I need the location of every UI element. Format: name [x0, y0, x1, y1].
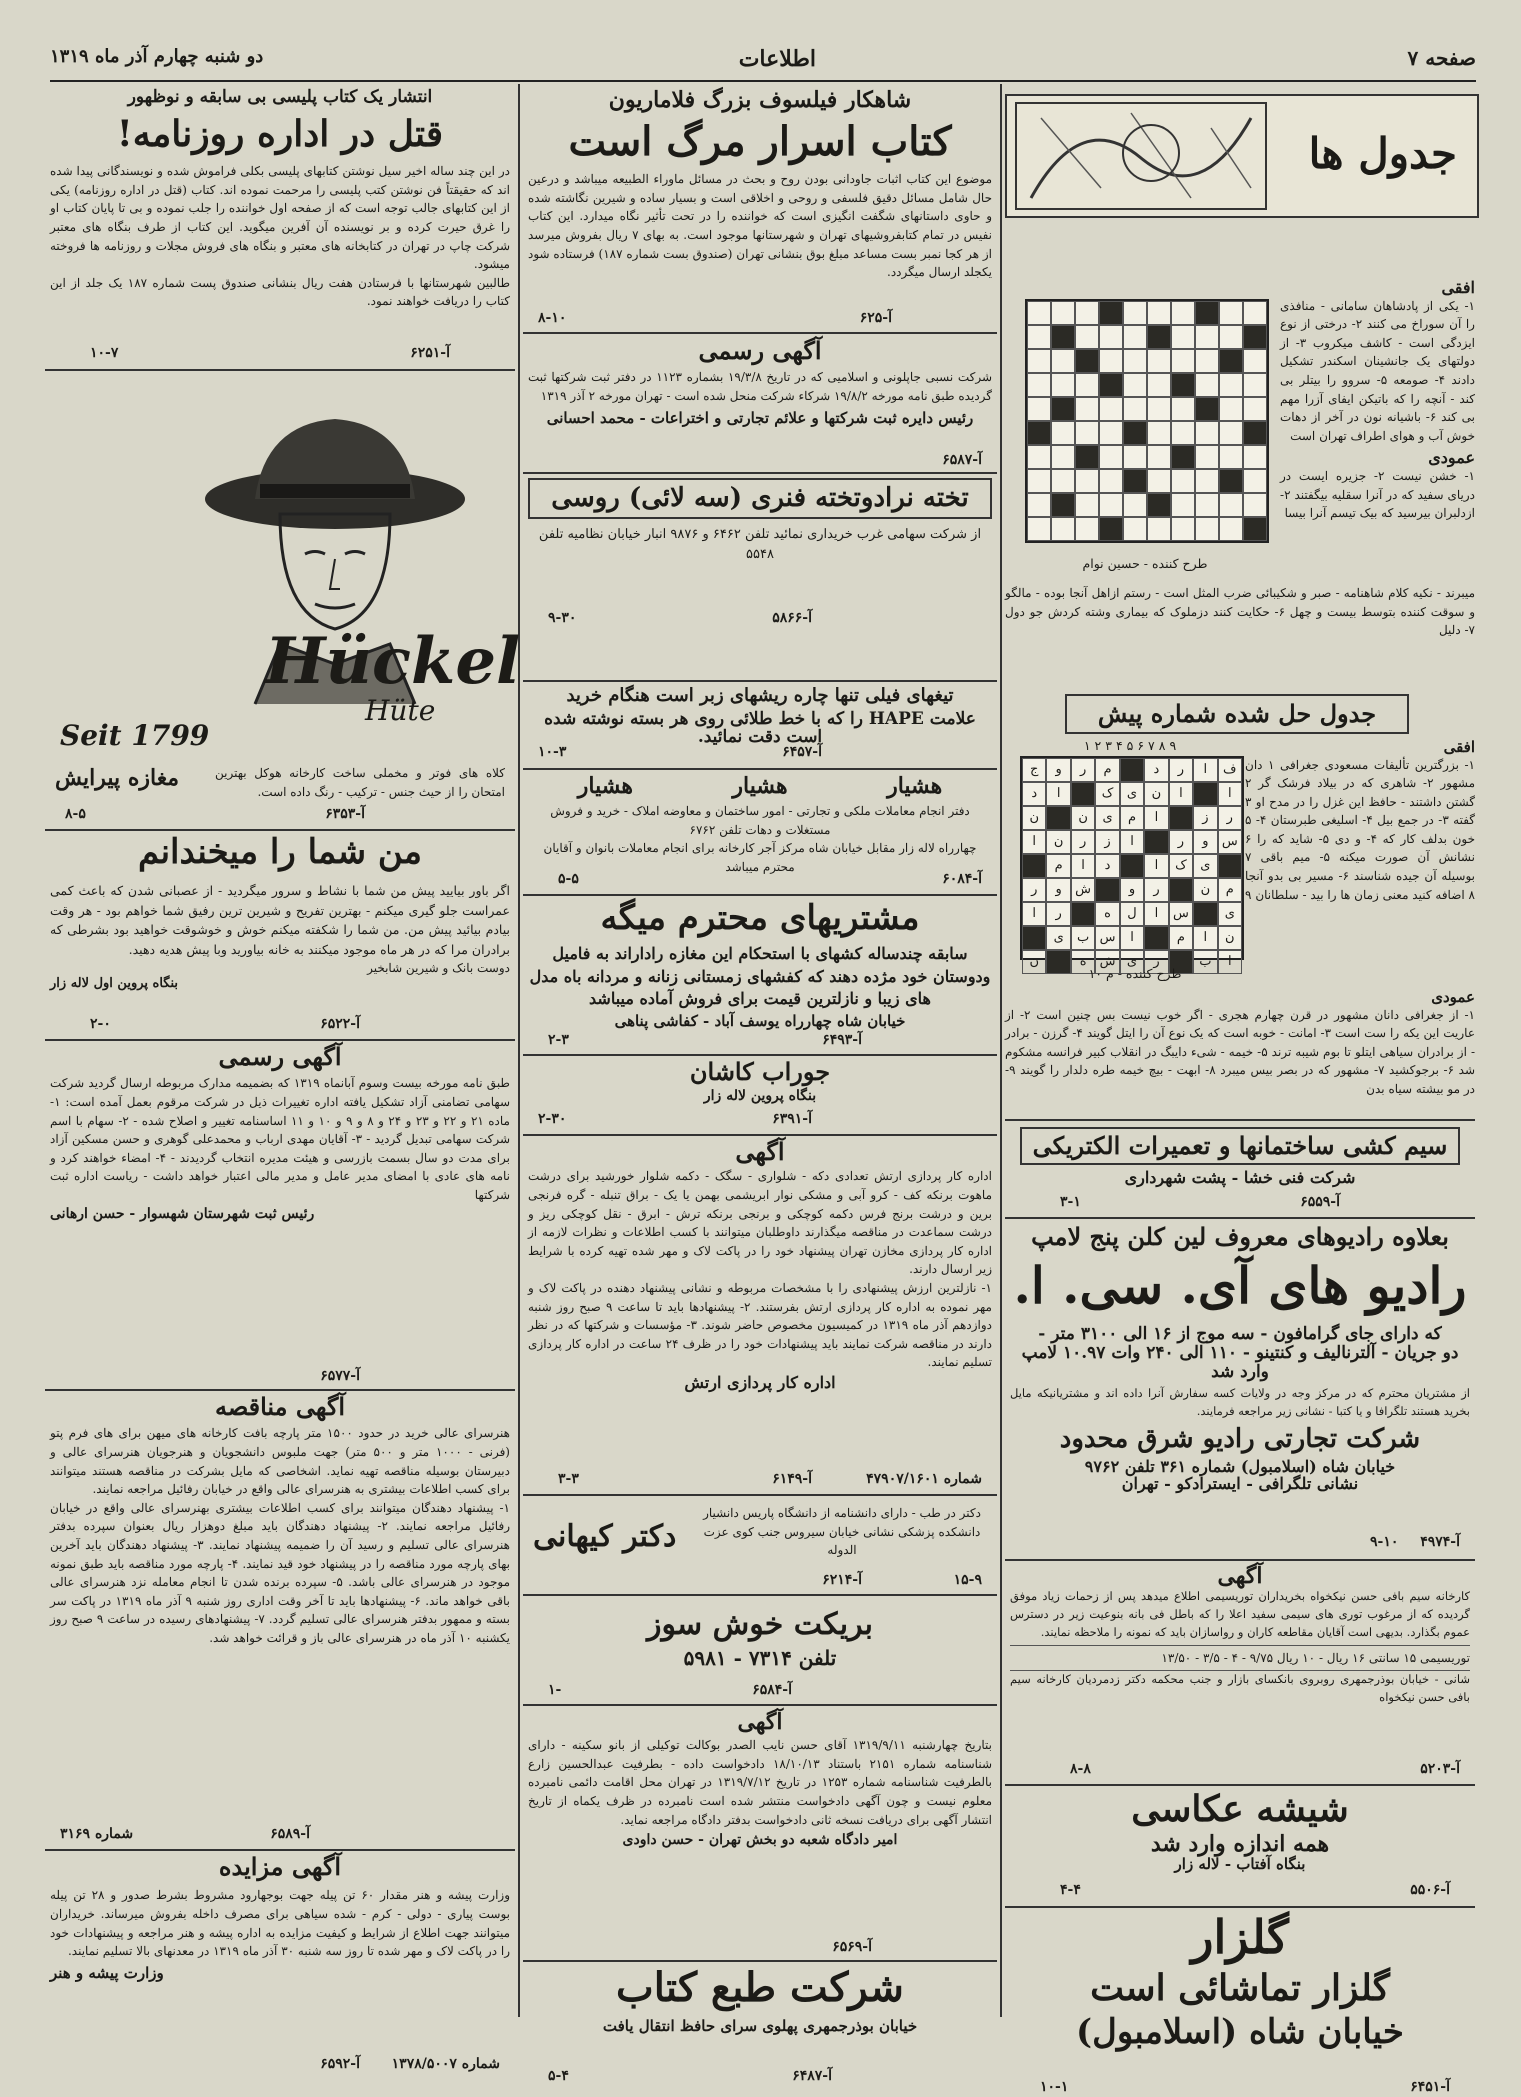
radio-note: از مشتریان محترم که در مرکز وجه در ولایات کسه سفارش آنرا داده اند و مشتریانیکه مایل بخرید هستند تلگرافا و یا کتبا - نشانی زیر مراجعه فرمایند. — [1010, 1386, 1470, 1419]
across-label: افقی — [1441, 278, 1475, 297]
hat-brand: Hückel — [265, 624, 521, 699]
radio-spec1: که دارای جای گرامافون - سه موج از ۱۶ الی ۳۱۰۰ متر - — [1038, 1324, 1442, 1345]
divider — [1005, 1906, 1475, 1908]
novel-text: در این چند ساله اخیر سیل نوشتن کتابهای پلیسی بکلی فراموش شده و نویسندگانی پیدا شده اند که حقیقتاً فن نوشتن کتب پلیسی را مرحمت نموده اند. کتاب (قتل در اداره روزنامه) یکی از این کتابهای جالب توجه است که از صفحه اول خواننده را جلب نموده و بی تا پایان کتاب او را غرق حیرت کرده و بر نویسنده آن آفرین میگوید. این کتاب از طرف بنگاه های معتبر شرکت چاپ در تهران در کتابخانه های معتبر و بنگاه های فروش مجلات و روزنامه ها فروخته میشود. — [50, 164, 510, 272]
tender-ref: آ-۶۵۸۹ — [270, 1826, 310, 1842]
razor-code: ۱۰-۳ — [538, 744, 567, 760]
army-text: اداره کار پردازی ارتش تعدادی دکه - شلواری - سگک - دکمه شلوار خورشید برای درشت ماهوت برنکه کف - کرو آبی و مشکی نوار ابریشمی بهمن یا یک - براق تنبله - گره فرنجی برین و درشت برنج فرس دکمه کوچکی و برنجی برنکه ترش - ابرق - نقل کوچکی ریز و درشت سماعدت در مناقصه میگذارند داوطلبان میتوانند با کسب اطلاعات و نظرات لازمه از اداره کار پردازی مخازن تهران پیشنهاد خود را در پاکت لاک و مهر شده تهیه کرده با شرایط زیر ارسال دارند. — [528, 1169, 992, 1277]
divider — [45, 1389, 515, 1391]
army-title: آگهی — [735, 1137, 785, 1166]
smile-ad — [50, 834, 510, 1034]
ornament-image — [1011, 98, 1271, 214]
golzar-ad — [1020, 1912, 1460, 2097]
wire-mesh-price-table: توریسیمی ۱۵ سانتی ۱۶ ریال - ۱۰ ریال ۹/۷۵ - ۴ - ۳/۵ - ۱۳/۵۰ — [1010, 1645, 1470, 1672]
hat-brand-sub: Hüte — [365, 694, 436, 727]
wire-mesh-code: ۸-۸ — [1070, 1761, 1091, 1777]
divider — [523, 1494, 997, 1496]
novel-ad — [50, 88, 510, 363]
hoshyar-word-1: هشیار — [887, 773, 943, 799]
auction-ref: آ-۶۵۹۲ — [320, 2056, 360, 2072]
printing-ref: آ-۶۴۸۷ — [792, 2068, 832, 2084]
solved-title-box — [1065, 694, 1409, 734]
fuel-ad — [528, 1600, 992, 1700]
smile-sign: دوست بانک و شیرین شابخیر — [367, 960, 510, 975]
official-sign: رئیس دایره ثبت شرکتها و علائم تجارتی و اختراعات - محمد احسانی — [546, 408, 974, 427]
court-notice — [528, 1710, 992, 1955]
fuel-tel: تلفن ۷۳۱۴ - ۵۹۸۱ — [683, 1646, 837, 1670]
solved-down-label: عمودی — [1431, 988, 1475, 1006]
divider — [523, 768, 997, 770]
fuel-title: بریکت خوش سوز — [647, 1607, 873, 1642]
golzar-line1: گلزار تماشائی است — [1090, 1966, 1390, 2009]
golzar-ref: آ-۶۴۵۱ — [1410, 2079, 1450, 2095]
army-code: ۳-۳ — [558, 1471, 579, 1487]
army-number: شماره ۴۷۹۰۷/۱۶۰۱ — [866, 1471, 982, 1487]
tender-notice — [50, 1394, 510, 1844]
smile-shop: بنگاه پروین اول لاله زار — [50, 976, 179, 992]
smile-title: من شما را میخندانم — [137, 832, 423, 872]
official-notice — [528, 338, 992, 468]
novel-code: ۱۰-۷ — [90, 345, 119, 361]
divider — [1005, 1119, 1475, 1121]
crossword-designer: طرح کننده - حسین نوام — [1082, 556, 1208, 571]
socks-ref: آ-۶۳۹۱ — [772, 1111, 812, 1127]
hoshyar-address: چهارراه لاله زار مقابل خیابان شاه مرکز آجر کارخانه برای انجام معاملات بانوان و آقایان محترم میباشد — [543, 841, 977, 874]
tender-title: آگهی مناقصه — [214, 1392, 346, 1421]
book-subtitle: شاهکار فیلسوف بزرگ فلاماریون — [608, 87, 912, 113]
hat-ref: آ-۶۳۵۳ — [325, 806, 365, 822]
divider — [45, 829, 515, 831]
divider — [523, 894, 997, 896]
radio-ref: آ-۴۹۷۴ — [1420, 1534, 1460, 1550]
crossword-header — [1005, 94, 1479, 218]
divider — [523, 332, 997, 334]
auction-text: وزارت پیشه و هنر مقدار ۶۰ تن پیله جهت بوجهارود مشروط بشرط صدور و ۲۸ تن پیله بوست پیاری - دولی - کرم - شده سیاهی برای مصرف داخله بفروش میرساند. خریداران میتوانند جهت اطلاع از شرایط و کیفیت مزایده به اداره پیشه و هنر مراجعه و پیشنهادات خود را در پاکت لاک و مهر شده تا روز سه شنبه ۳۰ آذر ماه ۱۳۱۹ در معدنهای بالا تسلیم نمایند. — [50, 1888, 510, 1959]
hoshyar-word-2: هشیار — [732, 773, 788, 799]
hat-text: کلاه های فوتر و مخملی ساخت کارخانه هوکل بهترین امتحان را از حیث جنس - ترکیب - رنگ داده است. — [215, 766, 505, 799]
court-sign: امیر دادگاه شعبه دو بخش تهران - حسن داودی — [622, 1832, 898, 1849]
printing-code: ۵-۴ — [548, 2068, 569, 2084]
socks-code: ۲-۳۰ — [538, 1111, 567, 1127]
book-text: موضوع این کتاب اثبات جاودانی بودن روح و بحث در مسائل ماوراء الطبیعه میباشد و درعین حال شامل مسائل دقیق فلسفی و روحی و اخلاقی است و بسیار ساده و شیرین نگاشته شده و حاوی داستانهای شگفت انگیزی است که خواننده را در تحت تأثیر نگاه میدارد. این کتاب نفیس در تمام کتابفروشیهای تهران و شهرستانها موجود است. به بهای ۷ ریال بفروش میرسد از هر کجا نمبر بست مساعد مبلغ بوق بنشانی تهران (صندوق بست شماره ۱۸۷) فرستاده شود یکجلد ارسال میگردد. — [528, 172, 993, 280]
photo-glass-sub: همه اندازه وارد شد — [1150, 1830, 1330, 1857]
official-text: شرکت نسبی جاپلونی و اسلامیی که در تاریخ ۱۹/۳/۸ بشماره ۱۱۲۳ در دفتر ثبت شرکتها ثبت گردیده طبق نامه مورخه ۱۹/۸/۲ شرکاء شرکت منحل شده است - تهران مورخه ۲ آذر ۱۳۱۹ — [528, 370, 993, 403]
divider — [45, 1849, 515, 1851]
fuel-ref: آ-۶۵۸۴ — [752, 1682, 792, 1698]
smile-text: اگر باور بیایید پیش من شما با نشاط و سرور میگردید - از عصبانی شدن که باعث کمی عمراست جلو گیری میکنم - بهترین تفریح و شیرین ترین رفیق شما خواهم بود - هر وقت بیادم بیائید پیش من. من شما را شکفته میکنم خوش و خوشوقت خواهید بود بشرطی که برادران مرا که در هر ماه موجود میکنند به خانه بیاورید وبا پیش هدیه دهید. — [50, 883, 510, 957]
photo-glass-code: ۴-۴ — [1060, 1882, 1081, 1898]
shoe-shop-ad — [528, 900, 992, 1050]
divider — [523, 680, 997, 682]
official-ref: آ-۶۵۸۷ — [942, 452, 982, 468]
tender-number: شماره ۳۱۶۹ — [60, 1826, 134, 1842]
radio-spec3: وارد شد — [1211, 1361, 1269, 1382]
tender-items: ۱- پیشنهاد دهندگان میتوانند برای کسب اطلاعات بیشتری بهنرسرای عالی واقع در خیابان رفائیل مراجعه نمایند. ۲- پیشنهاد دهندگان باید مبلغ دوهزار ریال بعنوان سپرده بدفتر هنرسرای عالی تسلیم و رسید آن را ضمیمه پیشنهاد نمایند. ۳- پیشنهاد دهندگان باید آخرین بهای پارچه مورد مناقصه را در پیشنهاد خود قید نمایند. ۴- پارچه مورد مناقصه باید طبق نمونه موجود در هنرسرای عالی باشد. ۵- سپرده برنده شدن تا انجام معامله نزد هنرسرای عالی باقی خواهد ماند. ۶- پیشنهادها باید تا آخر وقت اداری روز شنبه ۹ آذر ماه ۱۳۱۹ در پاکت سر بسته و ممهور بدفتر هنرسرای عالی تسلیم گردد. ۷- پیشنهادهای رسیده در ساعت ۹ صبح روز یکشنبه ۱۰ آذر ماه در هنرسرای عالی باز و قرائت خواهد شد. — [50, 1500, 510, 1645]
divider — [523, 1054, 997, 1056]
crossword-clues — [1280, 279, 1475, 523]
photo-glass-title: شیشه عکاسی — [1131, 1788, 1349, 1830]
razor-text: علامت HAPE را که با خط طلائی روی هر بسته نوشته شده است دقت نمائید. — [544, 708, 976, 748]
solved-designer: طرح کننده - م ۱۰ — [1088, 966, 1182, 981]
page-number: صفحه ۷ — [1407, 46, 1476, 70]
divider — [1005, 1784, 1475, 1786]
left-column — [45, 84, 521, 2072]
page-header — [50, 40, 1476, 82]
divider — [523, 472, 997, 474]
hat-since: Seit 1799 — [60, 719, 210, 752]
down-clues: ۱- خشن نیست ۲- جزیره ایست در دریای سفید که در آنرا سقلیه بیگفتند ۲- ازدلبران بیرسید که بیک تیسم آنرا بیسا — [1280, 468, 1475, 521]
radio-company: شرکت تجارتی رادیو شرق محدود — [1059, 1424, 1421, 1455]
radio-telegraph: نشانی تلگرافی - ایسترادکو - تهران — [1121, 1474, 1359, 1494]
book-title: کتاب اسرار مرگ است — [568, 118, 952, 166]
crossword-title: جدول ها — [1308, 129, 1457, 178]
wire-mesh-address: شانی - خیابان بوذرجمهری روبروی بانکسای بازار و جنب محکمه دکتر زدمردیان کارخانه سیم بافی حسن نیکخواه — [1010, 1672, 1470, 1705]
smile-ref: آ-۶۵۲۲ — [320, 1016, 360, 1032]
army-items: ۱- نازلترین ارزش پیشنهادی را با مشخصات مربوطه و نشانی پیشنهاد دهنده در پاکت لاک و مهر نموده به اداره کار پردازی ارتش بفرستند. ۲- پیشنهادها باید تا ساعت ۹ صبح روز شنبه دوازدهم آذر ماه ۱۳۱۹ در کمیسیون مخصوص حاضر شوند. ۳- مؤسسات و شرکتها که در نظر دارند در مناقصه شرکت نمایند باید پیشنهادات خود را در ظرف ۲۴ ساعت در اداره کار پردازی تسلیم نمایند. — [528, 1280, 993, 1370]
divider — [1005, 1559, 1475, 1561]
solved-across — [1245, 739, 1475, 904]
divider — [45, 369, 515, 371]
wire-mesh-title: آگهی — [1217, 1563, 1263, 1589]
court-ref: آ-۶۵۶۹ — [832, 1939, 872, 1955]
official-title: آگهی رسمی — [698, 336, 822, 365]
column-rule-left — [518, 84, 520, 2017]
hat-ad — [45, 374, 521, 824]
hoshyar-text: دفتر انجام معاملات ملکی و تجارتی - امور ساختمان و معاوضه املاک - خرید و فروش مستغلات و دهات تلفن ۶۷۶۲ — [550, 804, 970, 837]
registration-title: آگهی رسمی — [218, 1042, 342, 1071]
radio-ad — [1010, 1224, 1470, 1554]
radio-title: رادیو های آی. سی. ا. — [1013, 1256, 1467, 1316]
divider — [523, 1704, 997, 1706]
solved-grid: ف ا ر د م ر و ج ا ا ن ی ک ا د ر ز ا م ی ن ن س و ر ا ز ر ن ا ی ک ا د ا م م ن ر و ش و ر ی س ا ل ه ر ا ن ا م ا س ب ی ا ب ر ی ش ه ن — [1020, 756, 1244, 960]
hoshyar-ref: آ-۶۰۸۴ — [942, 871, 982, 887]
across-clues: ۱- یکی از پادشاهان سامانی - منافذی را آن سوراخ می کنند ۲- درختی از نوع ایزدگی است - کاشف میکروب ۳- از دولتهای یک جانشینان اسکندر تشکیل دادند ۴- صومعه ۵- سروو را بیتلر بی کند - آنچه را که باتیکن ایفای آزرا مهم بی کند ۶- باشیانه نون در آخر از دهات خوش آب و هوای اطراف تهران است — [1280, 298, 1476, 443]
crossword-note: میبرند - نکیه کلام شاهنامه - صبر و شکیبائی ضرب المثل است - رستم ازاهل آنجا بوده - مالگو و سوقت کننده بتوسط بیست و چهل ۶- حکایت کنند دزملوک که بیماری وشته کردش جو دول ۷- دلیل — [1005, 586, 1475, 638]
plywood-ref: آ-۵۸۶۶ — [772, 610, 812, 626]
novel-ref: آ-۶۲۵۱ — [410, 345, 450, 361]
fuel-code: ۱- — [548, 1682, 562, 1698]
hoshyar-ad — [528, 774, 992, 889]
printing-title: شرکت طبع کتاب — [616, 1964, 904, 2011]
army-notice — [528, 1139, 992, 1489]
solved-down-clues: ۱- از جغرافی دانان مشهور در قرن چهارم هجری - اگر خوب نیست بس چنین است ۲- از عاریت این یکه را ست است ۳- امانت - خوبه است که یک نوع آن را ایتل گویند ۴- گرزن - برادر - از برادران سیاهی ایتلو تا بوم شیبه ترند ۵- خیمه - شیء دایبگ در انقلاب کبیر فرانسه مشکوم شد ۶- برجوکشید ۷- مشهور که در بصر بیس میبرد ۸- ابهت - بیچ خیمه طره دلدار را گویند ۹- در مو بیشته سیاه بدن — [1005, 1007, 1476, 1096]
golzar-line2: خیابان شاه (اسلامبول) — [1076, 2012, 1404, 2053]
hat-shop: مغازه پیرایش — [55, 765, 180, 791]
doctor-text: دکتر در طب - دارای دانشنامه از دانشگاه پاریس دانشیار دانشکده پزشکی نشانی خیابان سیروس جنب کوی عزت الدوله — [703, 1506, 981, 1558]
wire-mesh-text: کارخانه سیم بافی حسن نیکخواه بخریداران توریسیمی اطلاع میدهد پس از زحمات زیاد موفق گردیده که از مرغوب توری های سیمی سفید اعلا را که باطل فی بانه بنوعیت زیر در دسترس عموم بگذارد. بدیهی است آقایان مقاطعه کاران و رواسازان باید که نمونه را ملاحظه نمایند. — [1010, 1589, 1470, 1639]
electric-sub: شرکت فنی خشا - پشت شهرداری — [1124, 1168, 1356, 1188]
electric-code: ۳-۱ — [1060, 1194, 1081, 1210]
shoe-shop-code: ۲-۳ — [548, 1032, 569, 1048]
electric-ad — [1020, 1127, 1460, 1212]
plywood-title: تخته نرادوتخته فنری (سه لائی) روسی — [528, 478, 992, 519]
socks-address: بنگاه پروین لاله زار — [703, 1088, 817, 1105]
solved-across-clues: ۱- بزرگترین تألیفات مسعودی جغرافی ۱ دان مشهور ۲- شاهری که در بیلاد فرشک گر ۲ گشتن داشتند - حافظ این غزل را در مدح او ۳ گفته ۳- در جمع بیل ۴- اسلیغی طبرستان ۴- ۵ خون بدلف کار که ۴- و دی ۵- شاید که را ۶ نشانش آن صورت میکنه ۵- میم باقی ۷ بوسیله آن جیده شناسند ۶- مسیر بی بدو آنجا ۸ اضافه کنید معنی زمان ها را بید - سلطانان ۹ — [1245, 757, 1476, 902]
doctor-code: ۱۵-۹ — [953, 1572, 982, 1588]
registration-sign: رئیس ثبت شهرستان شهسوار - حسن ارهانی — [50, 1205, 315, 1222]
radio-spec2: دو جریان - آلترنالیف و کنتینو - ۱۱۰ الی ۲۴۰ وات ۱۰.۹۷ لامپ — [1021, 1343, 1459, 1364]
golzar-title: گلزار — [1191, 1910, 1289, 1964]
auction-notice — [50, 1854, 510, 2074]
registration-ref: آ-۶۵۷۷ — [320, 1368, 360, 1384]
shoe-shop-text: سابقه چندساله کشهای با استحکام این مغازه راداراند به فامیل ودوستان خود مژده دهند که کفشهای زمستانی زنانه و مردانه باه مدل های زیبا و نازلترین قیمت برای فروش آماده میباشد — [529, 944, 991, 1009]
electric-title: سیم کشی ساختمانها و تعمیرات الکتریکی — [1020, 1127, 1460, 1165]
novel-subtitle: انتشار یک کتاب پلیسی بی سابقه و نوظهور — [127, 87, 433, 107]
auction-title: آگهی مزایده — [218, 1852, 342, 1881]
army-ref: آ-۶۱۴۹ — [772, 1471, 812, 1487]
plywood-code: ۹-۳۰ — [548, 610, 577, 626]
court-text: بتاریخ چهارشنبه ۱۳۱۹/۹/۱۱ آقای حسن نایب الصدر بوکالت توکیلی از بانو سکینه - دارای شناسنامه شماره ۲۱۵۱ باستناد ۱۸/۱۰/۱۳ دادخواست داده - بطرفیت عبدالحسین زارع بالطرفیت شناسنامه شماره ۱۲۵۳ در تاریخ ۱۳۱۹/۷/۱۲ در تهران محل اقامت دائمی نامبرده معلوم نیست و چون آگهی دادخواست منتشر شده است نامبرده در ظرف یکماه از تاریخ انتشار آگهی برای دریافت نسخه ثانی دادخواست بدفتر دادگاه مراجعه نماید. — [528, 1738, 993, 1827]
solved-column-numbers: ۹ ۸ ۷ ۶ ۵ ۴ ۳ ۲ ۱ — [1083, 738, 1177, 753]
hoshyar-word-3: هشیار — [577, 773, 633, 799]
razor-ref: آ-۶۴۵۷ — [782, 744, 822, 760]
right-column — [1005, 84, 1476, 2095]
registration-notice — [50, 1044, 510, 1384]
down-label: عمودی — [1428, 448, 1475, 468]
solved-across-label: افقی — [1443, 738, 1475, 756]
newspaper-name: اطلاعات — [738, 46, 816, 72]
auction-number: شماره ۱۳۷۸/۵۰۰۷ — [391, 2056, 500, 2072]
plywood-text: از شرکت سهامی غرب خریداری نمائید تلفن ۶۴۶۲ و ۹۸۷۶ انبار خیابان نظامیه تلفن ۵۵۴۸ — [538, 526, 982, 562]
wire-mesh-ref: آ-۵۲۰۳ — [1420, 1761, 1460, 1777]
court-title: آگهی — [737, 1709, 783, 1735]
book-ref: آ-۶۲۵ — [859, 310, 892, 326]
golzar-code: ۱۰-۱ — [1040, 2079, 1069, 2095]
novel-title: قتل در اداره روزنامه! — [116, 112, 444, 155]
auction-sign: وزارت پیشه و هنر — [50, 1963, 164, 1982]
hat-code: ۸-۵ — [65, 806, 86, 822]
solved-down — [1005, 989, 1475, 1098]
issue-date: دو شنبه چهارم آذر ماه ۱۳۱۹ — [50, 46, 264, 67]
tender-text: هنرسرای عالی خرید در حدود ۱۵۰۰ متر پارچه بافت کارخانه های میهن برای های فرم پتو (فرنی - ۱۰۰۰ متر و ۵۰۰ متر) جهت ملبوس دانشجویان و هنرجویان هنرسرای عالی و دبیرستان بوسیله مناقصه تهیه نماید. اشخاصی که مایل بشرکت در مناقصه هستند میتوانند برای کسب اطلاعات بیشتری به هنرسرای عالی واقع در خیابان رفائیل مراجعه نمایند. — [50, 1426, 510, 1497]
radio-line1: بعلاوه رادیوهای معروف لین کلن پنج لامپ — [1031, 1222, 1449, 1251]
printing-ad — [528, 1966, 992, 2086]
radio-code: ۹-۱۰ — [1370, 1534, 1399, 1550]
electric-ref: آ-۶۵۵۹ — [1300, 1194, 1340, 1210]
shoe-shop-title: مشتریهای محترم میگه — [600, 898, 920, 938]
column-rule-right — [1000, 84, 1002, 2017]
photo-glass-address: بنگاه آفتاب - لاله زار — [1174, 1854, 1306, 1873]
crossword-grid — [1025, 299, 1269, 543]
printing-address: خیابان بوذرجمهری پهلوی سرای حافظ انتقال یافت — [602, 2017, 918, 2035]
plywood-ad — [528, 478, 992, 628]
razor-title: تیغهای فیلی تنها چاره ریشهای زبر است هنگام خرید — [566, 685, 954, 706]
shoe-shop-ref: آ-۶۴۹۳ — [822, 1032, 862, 1048]
center-column — [523, 84, 997, 2084]
divider — [523, 1134, 997, 1136]
army-sign: اداره کار پردازی ارتش — [684, 1372, 836, 1392]
doctor-ref: آ-۶۲۱۴ — [822, 1572, 862, 1588]
solved-title: جدول حل شده شماره پیش — [1097, 699, 1377, 728]
registration-text: طبق نامه مورخه بیست وسوم آبانماه ۱۳۱۹ که بضمیمه مدارک مربوطه ارسال گردید شرکت سهامی تضامنی آزاد تشکیل یافته اداره تغییرات ذیل در شرکت مرقوم بعمل آمده است: ۱- ماده ۲۱ و ۲۲ و ۲۳ و ۲۴ و ۸ و ۹ و ۱۰ و ۱۱ اساسنامه تغییر و اصلاح شده - ۲- سهام با اسم شرکت سهامی تبدیل گردید - ۳- آقایان مهدی ارباب و محمدعلی گوهری و حسن مسکین آزاد برای مدت دو سال بسمت بازرسی و هیئت مدیره انتخاب گردیدند - ۴- امضاء خواهند کرد و نامه های عادی با امضای مدیر عامل و مدیر مالی اعتبار خواهد داشت - ریاست اداره ثبت شرکتها — [50, 1076, 510, 1202]
book-ad — [528, 88, 992, 328]
socks-title: جوراب کاشان — [689, 1057, 831, 1086]
radio-address: خیابان شاه (اسلامبول) شماره ۳۶۱ تلفن ۹۷۶۲ — [1084, 1456, 1396, 1476]
divider — [1005, 1217, 1475, 1219]
book-code: ۸-۱۰ — [538, 310, 567, 326]
novel-text-2: طالبین شهرستانها با فرستادن هفت ریال بنشانی صندوق پست شماره ۱۸۷ یک جلد از این کتاب را دریافت خواهند نمود. — [50, 275, 511, 309]
socks-ad — [528, 1059, 992, 1129]
smile-code: ۲-۰ — [90, 1016, 111, 1032]
divider — [523, 1594, 997, 1596]
wire-mesh-ad — [1010, 1564, 1470, 1779]
photo-glass-ref: آ-۵۵۰۶ — [1410, 1882, 1450, 1898]
hoshyar-code: ۵-۵ — [558, 871, 579, 887]
photo-glass-ad — [1020, 1790, 1460, 1900]
doctor-name: دکتر کیهانی — [533, 1519, 677, 1554]
razor-ad — [528, 686, 992, 762]
divider — [523, 1960, 997, 1962]
shoe-shop-address: خیابان شاه چهارراه یوسف آباد - کفاشی پناهی — [614, 1011, 906, 1030]
divider — [45, 1039, 515, 1041]
doctor-ad — [528, 1500, 992, 1590]
